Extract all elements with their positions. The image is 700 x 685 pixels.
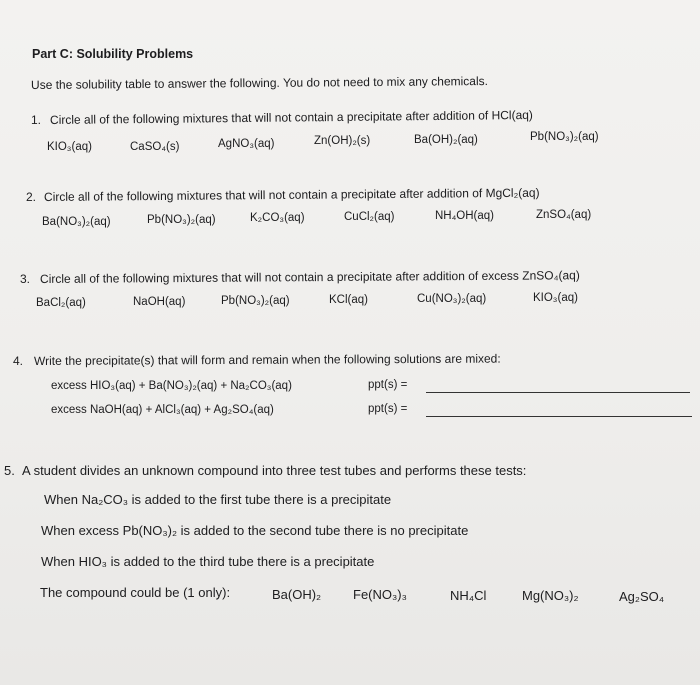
q4-number: 4. [13, 354, 24, 368]
q5-number: 5. [4, 463, 15, 478]
q3-option-1[interactable]: BaCl₂(aq) [36, 297, 86, 309]
q2-number: 2. [26, 190, 37, 204]
q4-row1-mixture: excess HIO₃(aq) + Ba(NO₃)₂(aq) + Na₂CO₃(aq) [51, 380, 292, 392]
q3-text: Circle all of the following mixtures that will not contain a precipitate after addition of excess ZnSO₄(aq) [39, 268, 580, 286]
q2-option-6[interactable]: ZnSO₄(aq) [536, 209, 592, 221]
q5-test-1: When Na₂CO₃ is added to the first tube there is a precipitate [44, 492, 392, 507]
q4-row2-label: ppt(s) = [368, 403, 408, 415]
q3-option-2[interactable]: NaOH(aq) [133, 296, 186, 308]
q4-row1-label: ppt(s) = [368, 379, 408, 391]
q2-option-5[interactable]: NH₄OH(aq) [435, 210, 495, 222]
q5-option-4[interactable]: Mg(NO₃)₂ [522, 588, 579, 603]
q3-option-3[interactable]: Pb(NO₃)₂(aq) [221, 295, 290, 307]
q3-option-4[interactable]: KCl(aq) [329, 294, 368, 306]
q5-text: A student divides an unknown compound into three test tubes and performs these tests: [22, 463, 527, 478]
q1-option-5[interactable]: Ba(OH)₂(aq) [414, 134, 478, 146]
q1-option-6[interactable]: Pb(NO₃)₂(aq) [530, 131, 599, 143]
q4-row2-mixture: excess NaOH(aq) + AlCl₃(aq) + Ag₂SO₄(aq) [51, 404, 274, 416]
q5-option-1[interactable]: Ba(OH)₂ [272, 587, 322, 602]
q2-option-1[interactable]: Ba(NO₃)₂(aq) [42, 216, 111, 228]
q1-option-2[interactable]: CaSO₄(s) [130, 141, 180, 153]
q5-test-2: When excess Pb(NO₃)₂ is added to the second tube there is no precipitate [41, 523, 469, 538]
part-title: Part C: Solubility Problems [32, 47, 194, 61]
q1-option-4[interactable]: Zn(OH)₂(s) [314, 135, 371, 147]
q4-row1-answer-line[interactable] [426, 392, 690, 393]
q2-option-2[interactable]: Pb(NO₃)₂(aq) [147, 214, 216, 226]
q1-option-1[interactable]: KIO₃(aq) [47, 141, 92, 153]
q3-option-6[interactable]: KIO₃(aq) [533, 292, 578, 304]
instructions: Use the solubility table to answer the following. You do not need to mix any chemicals. [30, 74, 488, 92]
q5-test-3: When HIO₃ is added to the third tube there is a precipitate [41, 554, 375, 569]
q1-number: 1. [31, 113, 42, 127]
q2-option-3[interactable]: K₂CO₃(aq) [250, 212, 305, 224]
q5-option-2[interactable]: Fe(NO₃)₃ [353, 587, 407, 602]
q1-option-3[interactable]: AgNO₃(aq) [218, 138, 275, 150]
q2-option-4[interactable]: CuCl₂(aq) [344, 211, 395, 223]
q1-text: Circle all of the following mixtures that will not contain a precipitate after addition of HCl(aq) [49, 107, 533, 127]
q4-row2-answer-line[interactable] [426, 416, 692, 417]
q4-text: Write the precipitate(s) that will form and remain when the following solutions are mixed: [33, 351, 501, 368]
q5-option-5[interactable]: Ag₂SO₄ [619, 589, 665, 604]
q3-number: 3. [20, 272, 31, 286]
q3-option-5[interactable]: Cu(NO₃)₂(aq) [417, 293, 487, 305]
q2-text: Circle all of the following mixtures that will not contain a precipitate after addition of MgCl₂(aq) [43, 185, 540, 204]
q5-option-3[interactable]: NH₄Cl [450, 588, 487, 603]
q5-prompt: The compound could be (1 only): [40, 585, 231, 600]
